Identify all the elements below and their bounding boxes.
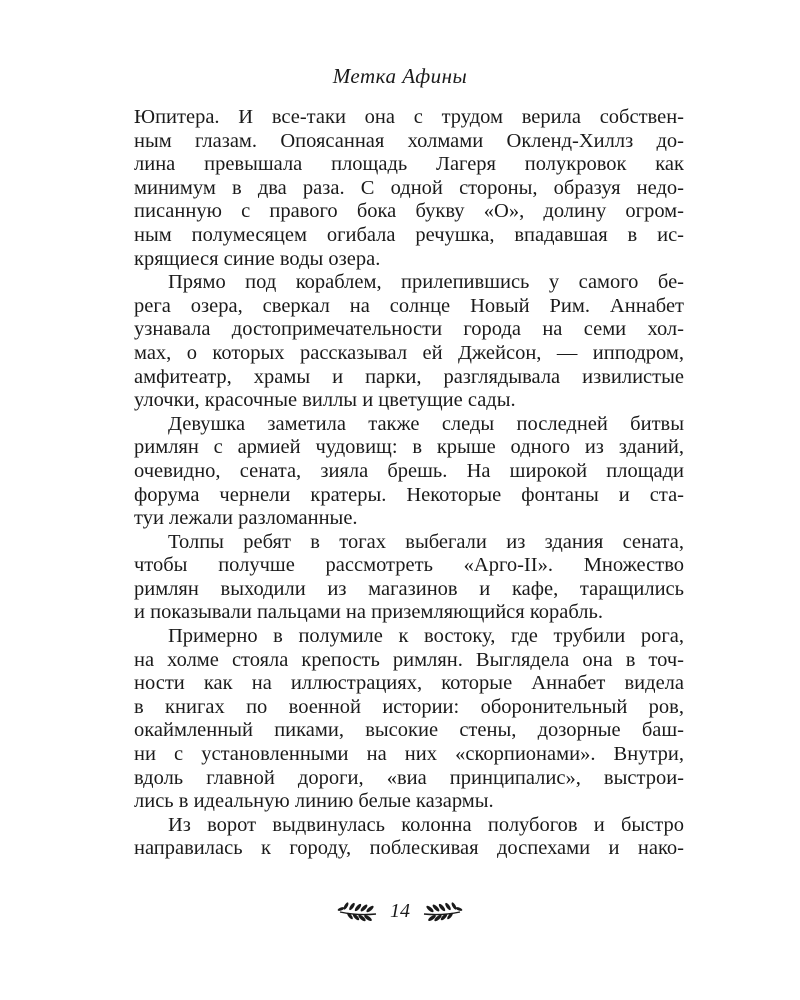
paragraph [134, 106, 684, 271]
text-line: лина превышала площадь Лагеря полукровок как [134, 153, 684, 176]
page-footer [0, 896, 800, 926]
text-line: Из ворот выдвинулась колонна полубогов и быстро [168, 813, 684, 836]
paragraph [134, 271, 684, 413]
page-number: 14 [390, 899, 410, 922]
text-line: римлян с армией чудовищ: в крыше одного из зданий, [134, 436, 684, 459]
text-line: окаймленный пиками, высокие стены, дозорные баш- [134, 719, 684, 742]
text-line: очевидно, сената, зияла брешь. На широкой площади [134, 459, 684, 482]
text-line: крящиеся синие воды озера. [134, 247, 381, 270]
text-line: чтобы получше рассмотреть «Арго-II». Множество [134, 554, 684, 577]
body-text [134, 106, 684, 861]
text-line: Юпитера. И все-таки она с трудом верила собствен- [134, 106, 684, 128]
laurel-right-icon [422, 900, 464, 922]
paragraph [134, 531, 684, 625]
text-line: мах, о которых рассказывал ей Джейсон, — ипподром, [134, 341, 684, 364]
text-line: вдоль главной дороги, «виа принципалис», выстрои- [134, 766, 684, 789]
text-line: Толпы ребят в тогах выбегали из здания сената, [168, 530, 684, 553]
text-line: минимум в два раза. С одной стороны, образуя недо- [134, 176, 684, 199]
text-line: направилась к городу, поблескивая доспехами и нако- [134, 837, 684, 860]
laurel-left-icon [336, 900, 378, 922]
paragraph [134, 413, 684, 531]
text-line: ным полумесяцем огибала речушка, впадавшая в ис- [134, 223, 684, 246]
text-line: Прямо под кораблем, прилепившись у самого бе- [168, 271, 684, 294]
text-line: римлян выходили из магазинов и кафе, таращились [134, 577, 684, 600]
text-line: узнавала достопримечательности города на семи хол- [134, 318, 684, 341]
text-line: туи лежали разломанные. [134, 507, 358, 530]
running-head: Метка Афины [332, 64, 468, 88]
text-line: ни с установленными на них «скорпионами». Внутри, [134, 743, 684, 766]
paragraph [134, 814, 684, 861]
text-line: форума чернели кратеры. Некоторые фонтаны и ста- [134, 483, 684, 506]
paragraph [134, 625, 684, 814]
text-line: рега озера, сверкал на солнце Новый Рим. Аннабет [134, 294, 684, 317]
text-line: писанную с правого бока букву «О», долину огром- [134, 200, 684, 223]
text-line: ным глазам. Опоясанная холмами Окленд-Хиллз до- [134, 129, 684, 152]
text-line: Примерно в полумиле к востоку, где трубили рога, [168, 625, 684, 648]
text-line: на холме стояла крепость римлян. Выглядела она в точ- [134, 648, 684, 671]
text-line: амфитеатр, храмы и парки, разглядывала извилистые [134, 365, 684, 388]
text-line: ности как на иллюстрациях, которые Аннабет видела [134, 672, 684, 695]
text-line: улочки, красочные виллы и цветущие сады. [134, 389, 516, 412]
text-line: лись в идеальную линию белые казармы. [134, 790, 494, 813]
text-line: Девушка заметила также следы последней битвы [168, 412, 684, 435]
text-line: в книгах по военной истории: оборонительный ров, [134, 695, 684, 718]
text-line: и показывали пальцами на приземляющийся корабль. [134, 601, 603, 624]
